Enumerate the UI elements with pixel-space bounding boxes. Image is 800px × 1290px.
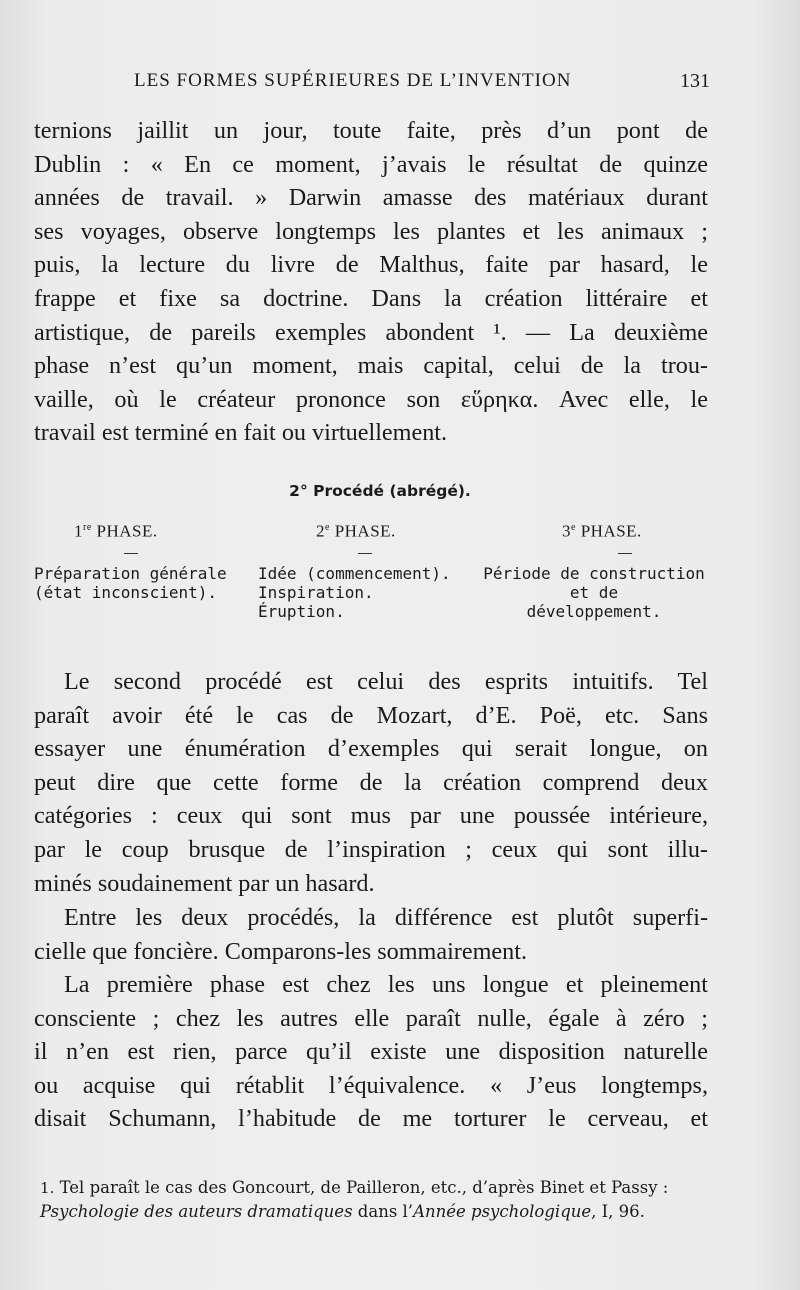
phase-column-2 [258, 518, 480, 621]
footnote-line [40, 1200, 712, 1223]
text-line: La première phase est chez les uns longue et pleinement [64, 971, 708, 998]
text-line: années de travail. » Darwin amasse des matériaux durant [34, 184, 708, 212]
footnote [40, 1176, 712, 1223]
phase-column-3 [478, 518, 710, 621]
divider [618, 553, 632, 554]
text-line: Entre les deux procédés, la différence est plutôt superfi- [64, 904, 708, 931]
phase-text: (état inconscient). [34, 582, 218, 602]
phase-heading: 1re PHASE. [74, 521, 158, 541]
phase-text: Idée (commencement). [258, 563, 451, 583]
phase-text: Période de construction [483, 563, 705, 583]
text-line: ou acquise qui rétablit l’équivalence. « J’eus longtemps, [34, 1071, 708, 1099]
footnote-text: dans l’ [352, 1202, 414, 1221]
text-line: vaille, où le créateur prononce son εὕρηκα. Avec elle, le [34, 385, 708, 413]
paragraph-3 [34, 901, 708, 968]
text-line: paraît avoir été le cas de Mozart, d’E. Poë, etc. Sans [34, 701, 708, 729]
text-line: ternions jaillit un jour, toute faite, près d’un pont de [34, 117, 708, 144]
text-line: disait Schumann, l’habitude de me torturer le cerveau, et [34, 1105, 708, 1133]
phase-text: développement. [526, 601, 662, 621]
phase-text: et de [569, 582, 619, 602]
text-line: travail est terminé en fait ou virtuellement. [34, 419, 448, 447]
divider [124, 553, 138, 554]
phase-heading: 3e PHASE. [562, 521, 642, 541]
footnote-title: Psychologie des auteurs dramatiques [40, 1202, 353, 1221]
text-line: Dublin : « En ce moment, j’avais le résultat de quinze [34, 150, 708, 178]
paragraph-1 [34, 114, 708, 450]
procedure-title: 2° Procédé (abrégé). [289, 482, 471, 500]
text-line: essayer une énumération d’exemples qui serait longue, on [34, 735, 708, 763]
phase-text: Préparation générale [34, 563, 227, 583]
text-line: frappe et fixe sa doctrine. Dans la création littéraire et [34, 284, 708, 312]
phase-text: Inspiration. [258, 582, 374, 602]
footnote-text: , I, 96. [591, 1202, 645, 1221]
page-number: 131 [680, 70, 710, 92]
page-header [120, 70, 710, 100]
footnote-mark: 1. [40, 1179, 55, 1197]
text-line: puis, la lecture du livre de Malthus, faite par hasard, le [34, 251, 708, 279]
divider [358, 553, 372, 554]
footnote-journal: Année psychologique [413, 1202, 592, 1221]
footnote-line [40, 1176, 712, 1200]
text-line: peut dire que cette forme de la création comprend deux [34, 768, 708, 796]
text-line: minés soudainement par un hasard. [34, 869, 375, 897]
text-line: ses voyages, observe longtemps les plantes et les animaux ; [34, 217, 708, 245]
text-line: il n’en est rien, parce qu’il existe une disposition naturelle [34, 1038, 708, 1066]
text-line: cielle que foncière. Comparons-les sommairement. [34, 937, 527, 965]
phase-text: Éruption. [258, 601, 345, 621]
paragraph-4 [34, 968, 708, 1136]
text-line: artistique, de pareils exemples abondent ¹. — La deuxième [34, 318, 708, 346]
text-line: consciente ; chez les autres elle paraît nulle, égale à zéro ; [34, 1004, 708, 1032]
running-title: LES FORMES SUPÉRIEURES DE L’INVENTION [134, 70, 572, 91]
paragraph-2 [34, 665, 708, 900]
text-line: par le coup brusque de l’inspiration ; ceux qui sont illu- [34, 835, 708, 863]
text-line: Le second procédé est celui des esprits intuitifs. Tel [64, 668, 708, 695]
text-line: phase n’est qu’un moment, mais capital, celui de la trou- [34, 352, 708, 380]
phase-heading: 2e PHASE. [316, 521, 396, 541]
text-line: catégories : ceux qui sont mus par une poussée intérieure, [34, 802, 708, 830]
phase-column-1 [34, 518, 234, 602]
footnote-text: Tel paraît le cas des Goncourt, de Pailleron, etc., d’après Binet et Passy : [59, 1178, 669, 1197]
